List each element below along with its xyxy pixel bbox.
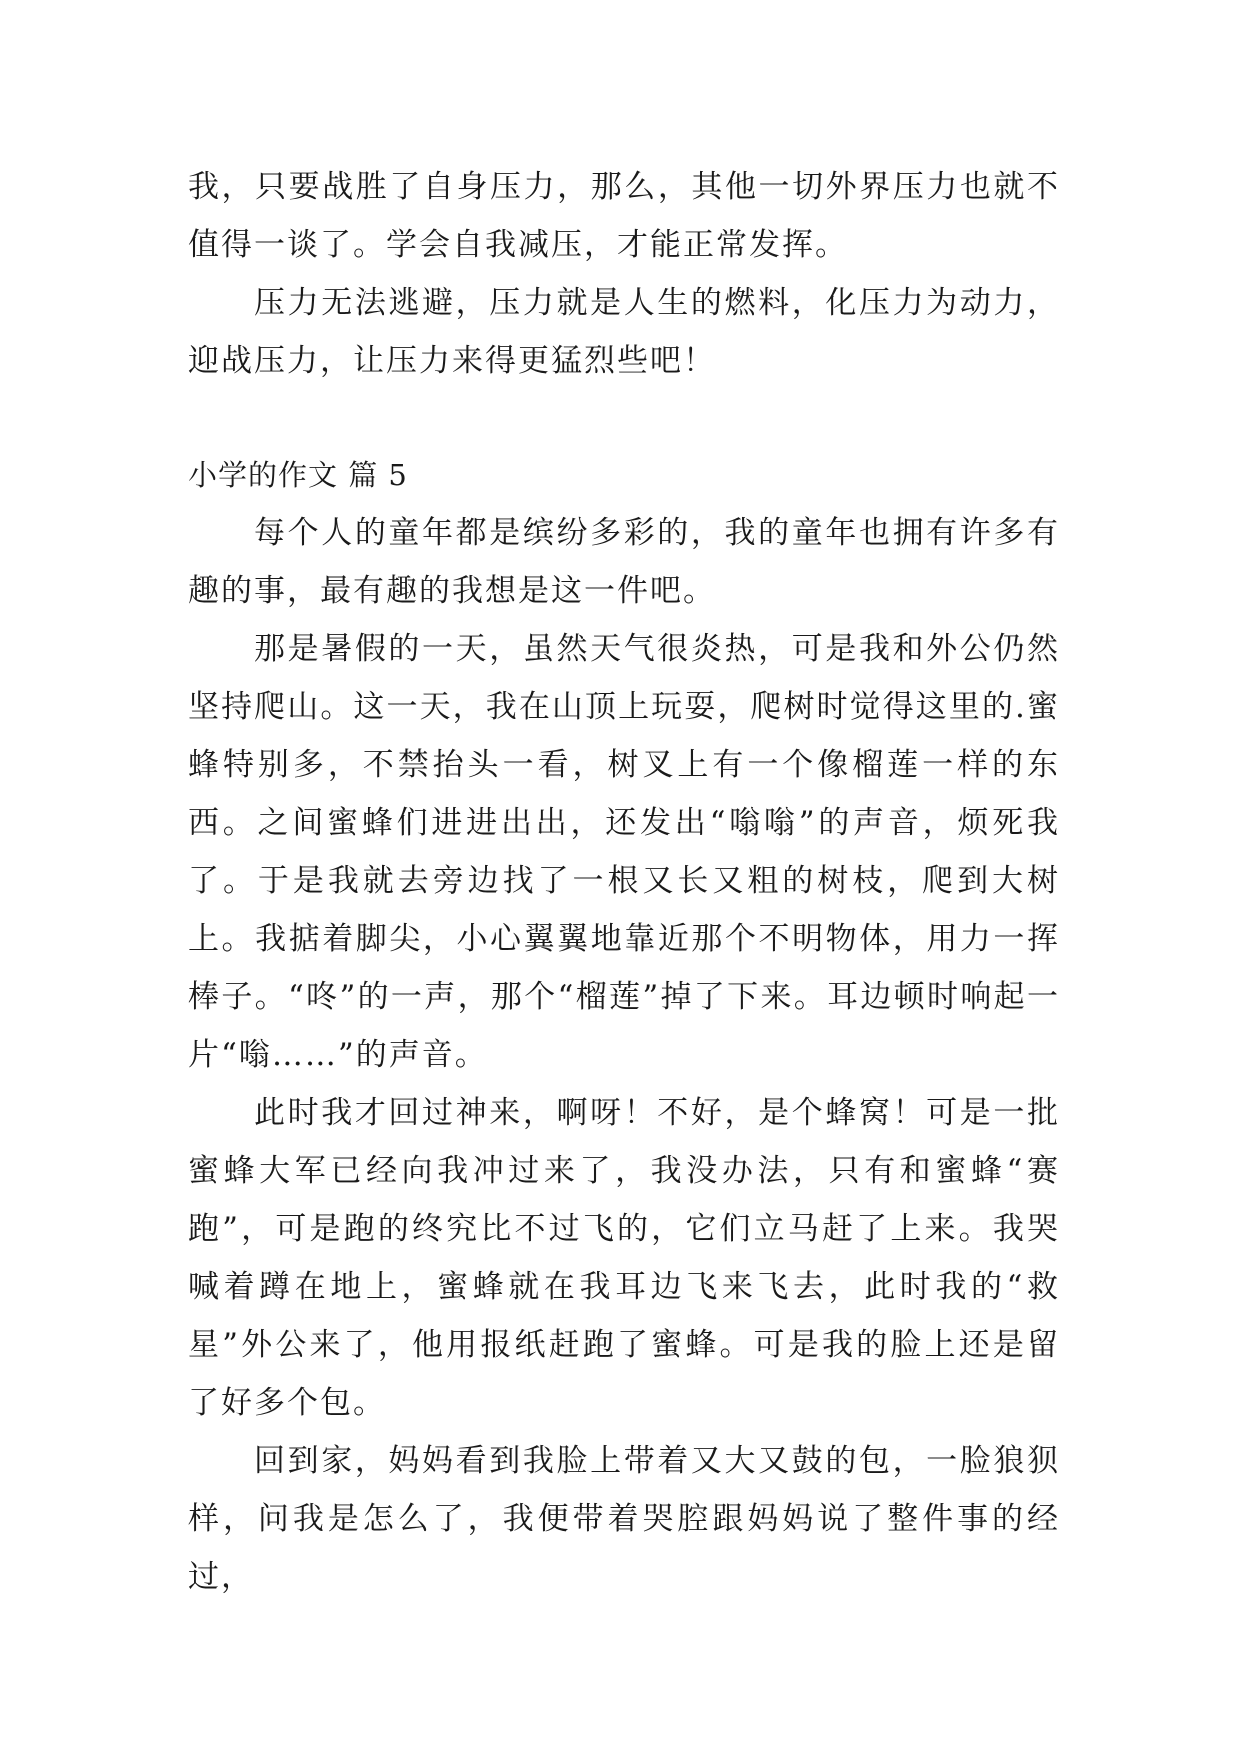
paragraph-story-1: 那是暑假的一天，虽然天气很炎热，可是我和外公仍然坚持爬山。这一天，我在山顶上玩耍，爬树时觉得这里的.蜜蜂特别多，不禁抬头一看，树叉上有一个像榴莲一样的东西。之间蜜蜂们进进出出，还发出“嗡嗡”的声音，烦死我了。于是我就去旁边找了一根又长又粗的树枝，爬到大树上。我掂着脚尖，小心翼翼地靠近那个不明物体，用力一挥棒子。“咚”的一声，那个“榴莲”掉了下来。耳边顿时响起一片“嗡……”的声音。 bbox=[188, 631, 1060, 1073]
paragraph-conclusion: 压力无法逃避，压力就是人生的燃料，化压力为动力，迎战压力，让压力来得更猛烈些吧！ bbox=[188, 285, 1060, 379]
paragraph-continuation: 我，只要战胜了自身压力，那么，其他一切外界压力也就不值得一谈了。学会自我减压，才能正常发挥。 bbox=[188, 169, 1060, 263]
document-body bbox=[188, 158, 1060, 1606]
paragraph-intro: 每个人的童年都是缤纷多彩的，我的童年也拥有许多有趣的事，最有趣的我想是这一件吧。 bbox=[188, 515, 1060, 609]
paragraph-story-3: 回到家，妈妈看到我脸上带着又大又鼓的包，一脸狼狈样，问我是怎么了，我便带着哭腔跟妈妈说了整件事的经过， bbox=[188, 1443, 1060, 1595]
section-title: 小学的作文 篇 5 bbox=[188, 458, 408, 492]
paragraph-story-2: 此时我才回过神来，啊呀！不好，是个蜂窝！可是一批蜜蜂大军已经向我冲过来了，我没办法，只有和蜜蜂“赛跑”，可是跑的终究比不过飞的，它们立马赶了上来。我哭喊着蹲在地上，蜜蜂就在我耳边飞来飞去，此时我的“救星”外公来了，他用报纸赶跑了蜜蜂。可是我的脸上还是留了好多个包。 bbox=[188, 1095, 1060, 1421]
